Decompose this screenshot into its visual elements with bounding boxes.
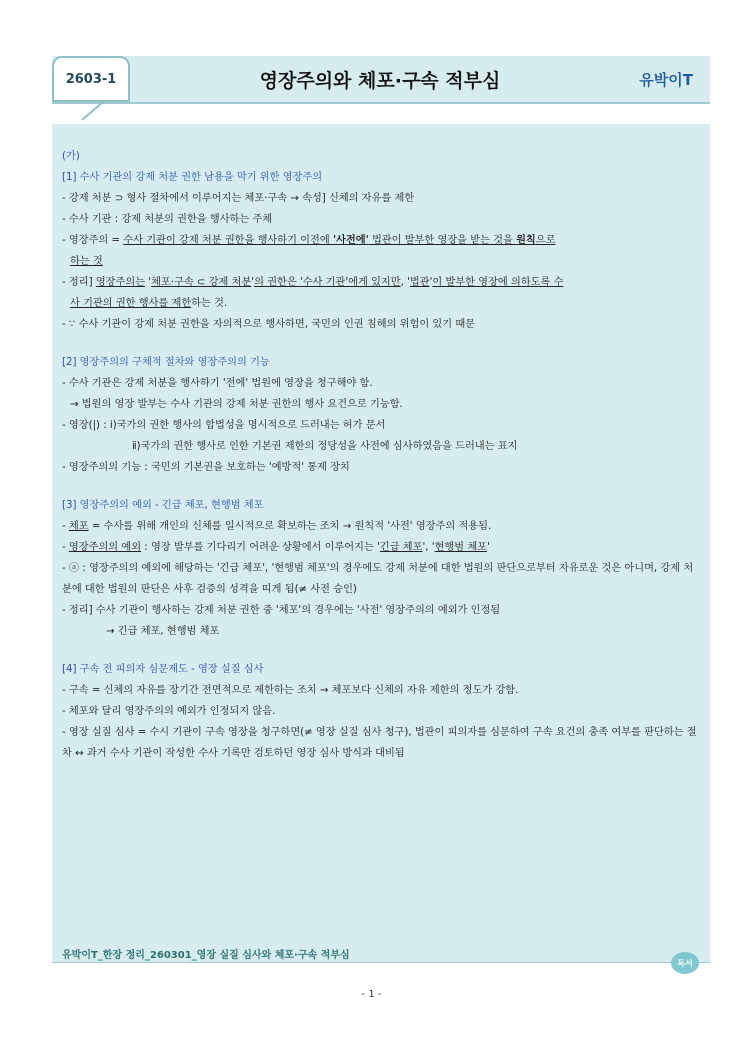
section-2-line-5: - 영장주의의 기능 : 국민의 기본권을 보호하는 '예방적' 통제 장치 — [62, 462, 350, 473]
underlined-span: 하는 것 — [70, 256, 103, 267]
underlined-span: 이 발부한 영장에 의하도록 수 — [432, 277, 564, 288]
text-span: = 수사를 위해 개인의 신체를 일시적으로 확보하는 조치 → 원칙적 '사전' 영장주의 적용됨. — [88, 521, 492, 532]
underlined-span: 현행범 체포 — [434, 542, 488, 553]
text-span: : 영장 발부를 기다리기 어려운 상황에서 이루어지는 ' — [141, 542, 380, 553]
page-title: 영장주의와 체포·구속 적부심 — [259, 69, 501, 92]
underlined-span: 사 기관의 권한 행사를 제한 — [70, 298, 192, 309]
text-span: ', ' — [422, 542, 435, 553]
section-1-line-1: - 강제 처분 ⊃ 형사 절차에서 이루어지는 체포·구속 → 속성] 신체의 자유를 제한 — [62, 193, 415, 204]
text-span: 하는 것. — [191, 298, 228, 309]
section-2-heading: [2] 영장주의의 구체적 절차와 영장주의의 기능 — [62, 357, 270, 368]
section-3-line-4: - 정리] 수사 기관이 행사하는 강제 처분 권한 중 '체포'의 경우에는 '사전' 영장주의의 예외가 인정됨 — [62, 605, 501, 616]
section-2-line-1: - 수사 기관은 강제 처분을 행사하기 '전에' 법원에 영장을 청구해야 함. — [62, 378, 373, 389]
brand-label: 유박이T — [639, 70, 693, 89]
underlined-span: 체포·구속 ⊂ 강제 처분 — [151, 277, 252, 288]
section-gap — [62, 335, 702, 352]
section-1-line-5: - ∵ 수사 기관이 강제 처분 권한을 자의적으로 행사하면, 국민의 인권 침해의 위험이 있기 때문 — [62, 319, 476, 330]
section-2-line-2: → 법원의 영장 발부는 수사 기관의 강제 처분 권한의 행사 요건으로 기능함. — [70, 399, 403, 410]
reading-stamp-badge: 독서 — [671, 952, 699, 974]
section-3-line-2 — [62, 537, 702, 558]
text-span: - — [62, 521, 69, 532]
section-1-line-3 — [62, 230, 702, 251]
underlined-span: 으로 — [535, 235, 556, 246]
content-body — [62, 146, 702, 764]
text-span: - 정리] — [62, 277, 96, 288]
badge-tail-icon — [78, 100, 108, 122]
underlined-span: 수사 기관이 강제 처분 권한을 행사하기 이전에 — [123, 235, 333, 246]
section-1-line-4 — [62, 272, 702, 293]
text-span: ' — [145, 277, 152, 288]
text-span: ' — [429, 277, 433, 288]
bold-span: 원칙 — [516, 235, 536, 246]
section-3-line-1 — [62, 516, 702, 537]
section-4-line-3: - 영장 실질 심사 = 수시 기관이 구속 영장을 청구하면(≠ 영장 실질 심사 청구), 법관이 피의자를 심문하여 구속 요건의 충족 여부를 판단하는 절차 ↔ 과거 수사 기관이 작성한 수사 기록만 검토하던 영장 심사 방식과 대비됨 — [62, 727, 697, 759]
bold-span: '사전에' — [332, 235, 369, 246]
footer-source-text: 유박이T_한장 정리_260301_영장 실질 심사와 체포·구속 적부심 — [62, 950, 350, 961]
section-1-line-2: - 수사 기관 : 강제 처분의 권한을 행사하는 주체 — [62, 214, 273, 225]
section-1-line-4-cont — [62, 293, 702, 314]
underlined-span: 체포 — [68, 521, 89, 532]
section-1-heading: [1] 수사 기관의 강제 처분 권한 남용을 막기 위한 영장주의 — [62, 172, 323, 183]
section-gap — [62, 642, 702, 659]
underlined-span: 영장주의는 — [95, 277, 146, 288]
text-span: ' — [487, 542, 490, 553]
text-span: - — [62, 542, 69, 553]
underlined-span: 영장주의의 예외 — [68, 542, 142, 553]
label-ga: (가) — [62, 151, 80, 162]
section-1-line-3-cont — [62, 251, 702, 272]
underlined-span: 긴급 체포 — [379, 542, 423, 553]
section-3-line-5: → 긴급 체포, 현행범 체포 — [106, 626, 220, 637]
section-2-line-3: - 영장(|) : ⅰ)국가의 권한 행사의 합법성을 명시적으로 드러내는 허가 문서 — [62, 420, 386, 431]
page-number: - 1 - — [361, 989, 382, 1000]
section-4-line-1: - 구속 = 신체의 자유를 장기간 전면적으로 제한하는 조치 → 체포보다 신체의 자유 제한의 정도가 강함. — [62, 685, 519, 696]
section-gap — [62, 478, 702, 495]
section-3-heading: [3] 영장주의의 예외 - 긴급 체포, 현행범 체포 — [62, 500, 264, 511]
section-3-line-3: - ⓐ : 영장주의의 예외에 해당하는 '긴급 체포', '현행범 체포'의 경우에도 강제 처분에 대한 법원의 판단으로부터 자유로운 것은 아니며, 강제 처분에 대한 법원의 판단은 사후 검증의 성격을 띠게 됨(≠ 사전 승인) — [62, 563, 694, 595]
underlined-span: 법관 — [409, 277, 430, 288]
doc-code-badge: 2603-1 — [52, 56, 130, 102]
underlined-span: 법관이 발부한 영장을 받는 것을 — [368, 235, 517, 246]
section-4-line-2: - 체포와 달리 영장주의의 예외가 인정되지 않음. — [62, 706, 276, 717]
section-2-line-4: ⅱ)국가의 권한 행사로 인한 기본권 제한의 정당성을 사전에 심사하였음을 드러내는 표지 — [132, 441, 518, 452]
text-span: , ' — [400, 277, 410, 288]
text-span: - 영장주의 = — [62, 235, 124, 246]
footer-divider — [52, 962, 710, 963]
section-4-heading: [4] 구속 전 피의자 심문제도 - 영장 실질 심사 — [62, 664, 264, 675]
text-span: ' — [251, 277, 255, 288]
underlined-span: 의 권한은 '수사 기관'에게 있지만 — [254, 277, 401, 288]
